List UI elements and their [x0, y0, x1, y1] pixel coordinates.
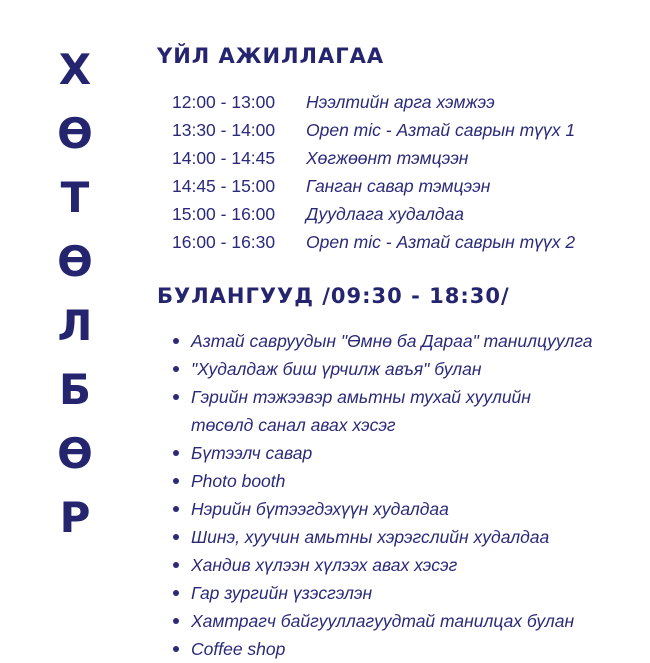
title-letter: Т	[60, 173, 90, 222]
list-item	[172, 635, 593, 663]
title-letter: Б	[58, 365, 91, 414]
bullet-icon	[173, 534, 179, 540]
list-item-text: Гар зургийн үзэсгэлэн	[191, 583, 373, 603]
list-item-text: Гэрийн тэжээвэр амьтны тухай хуулийн	[191, 387, 531, 407]
list-item-text: "Худалдаж биш үрчилж авъя" булан	[191, 359, 482, 379]
list-item	[172, 439, 593, 467]
schedule-row	[172, 144, 575, 172]
list-item-text: төсөлд санал авах хэсэг	[191, 415, 396, 435]
bullet-icon	[173, 562, 179, 568]
list-item-continuation	[172, 411, 593, 439]
schedule-activity: Нээлтийн арга хэмжээ	[306, 92, 495, 112]
schedule-time: 12:00 - 13:00	[172, 92, 276, 112]
list-item-text: Нэрийн бүтээгдэхүүн худалдаа	[191, 499, 449, 519]
activities-heading: ҮЙЛ АЖИЛЛАГАА	[157, 44, 385, 68]
schedule-list	[172, 88, 575, 256]
vertical-title	[50, 38, 100, 550]
schedule-time: 15:00 - 16:00	[172, 204, 276, 224]
list-item	[172, 579, 593, 607]
schedule-row	[172, 88, 575, 116]
schedule-activity: Хөгжөөнт тэмцээн	[306, 148, 469, 168]
list-item	[172, 495, 593, 523]
title-letter: Р	[59, 493, 91, 542]
bullet-icon	[173, 450, 179, 456]
list-item-text: Шинэ, хуучин амьтны хэрэгслийн худалдаа	[191, 527, 550, 547]
schedule-row	[172, 200, 575, 228]
schedule-row	[172, 228, 575, 256]
schedule-activity: Ганган савар тэмцээн	[306, 176, 491, 196]
list-item-text: Photo booth	[191, 471, 286, 491]
list-item-text: Азтай савруудын "Өмнө ба Дараа" танилцуулга	[191, 331, 593, 351]
title-letter: Х	[58, 45, 92, 94]
list-item	[172, 467, 593, 495]
bullet-icon	[173, 394, 179, 400]
schedule-activity: Open mic - Азтай саврын түүх 2	[306, 232, 576, 252]
bullet-icon	[173, 366, 179, 372]
list-item	[172, 383, 593, 411]
title-letter: Л	[57, 301, 93, 350]
schedule-time: 14:45 - 15:00	[172, 176, 276, 196]
schedule-time: 16:00 - 16:30	[172, 232, 276, 252]
title-letter: Ө	[57, 429, 93, 478]
bullet-icon	[173, 646, 179, 652]
corners-list	[172, 327, 593, 663]
bullet-icon	[173, 338, 179, 344]
schedule-time: 13:30 - 14:00	[172, 120, 276, 140]
list-item	[172, 607, 593, 635]
schedule-row	[172, 172, 575, 200]
bullet-icon	[173, 618, 179, 624]
schedule-activity: Open mic - Азтай саврын түүх 1	[306, 120, 576, 140]
corners-heading: БУЛАНГУУД /09:30 - 18:30/	[157, 284, 510, 308]
schedule-time: 14:00 - 14:45	[172, 148, 276, 168]
list-item-text: Хамтрагч байгууллагуудтай танилцах булан	[191, 611, 575, 631]
list-item-text: Coffee shop	[191, 639, 286, 659]
bullet-icon	[173, 506, 179, 512]
list-item	[172, 551, 593, 579]
bullet-icon	[173, 478, 179, 484]
list-item	[172, 523, 593, 551]
schedule-activity: Дуудлага худалдаа	[306, 204, 465, 224]
schedule-row	[172, 116, 575, 144]
list-item	[172, 327, 593, 355]
bullet-icon	[173, 590, 179, 596]
list-item	[172, 355, 593, 383]
title-letter: Ө	[57, 109, 93, 158]
title-letter: Ө	[57, 237, 93, 286]
list-item-text: Бүтээлч савар	[191, 443, 313, 463]
list-item-text: Хандив хүлээн хүлээх авах хэсэг	[191, 555, 458, 575]
